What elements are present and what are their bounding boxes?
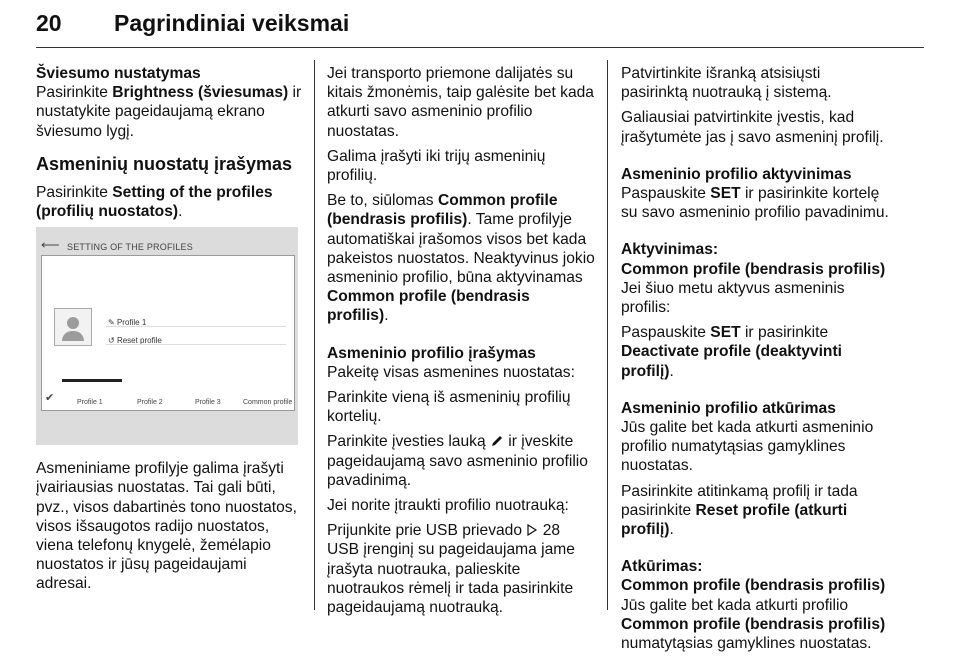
profile-name: ✎ Profile 1 xyxy=(108,318,147,328)
tab-profile-2: Profile 2 xyxy=(137,399,163,407)
paragraph: Be to, siūlomas Common profile (bendrasis profilis). Tame profilyje automatiškai įrašomos visos bet kada pakeistos nuostatos. Neaktyvinus jokio asmeninio profilio, būna aktyvinamas Common profile (bendrasis profilis). xyxy=(327,192,595,325)
paragraph: Pasirinkite atitinkamą profilį ir tada pasirinkite Reset profile (atkurti profilį). xyxy=(621,482,858,539)
tab-common-profile: Common profile xyxy=(243,399,293,407)
paragraph: Galima įrašyti iki trijų asmeninių profilių. xyxy=(327,147,546,185)
paragraph: Pasirinkite Brightness (šviesumas) ir nustatykite pageidaujamą ekrano šviesumo lygį. xyxy=(36,84,302,140)
section-heading: Atkūrimas: xyxy=(621,558,703,576)
page-reference-arrow-icon xyxy=(526,524,538,536)
paragraph: Jei norite įtraukti profilio nuotrauką: xyxy=(327,497,569,515)
paragraph: Jūs galite bet kada atkurti asmeninio profilio numatytąsias gamyklines nuostatas. xyxy=(621,419,874,475)
column-1 xyxy=(36,64,302,600)
active-tab-indicator xyxy=(62,379,122,382)
section-heading: Aktyvinimas: xyxy=(621,241,719,259)
back-arrow-icon: ⟵ xyxy=(41,237,60,253)
section-heading: Asmeninių nuostatų įrašymas xyxy=(36,153,293,174)
section-heading: Asmeninio profilio atkūrimas xyxy=(621,399,836,417)
paragraph: Pasirinkite Setting of the profiles (profilių nuostatos). xyxy=(36,183,273,221)
paragraph: Patvirtinkite išranką atsisiųsti pasirinktą nuotrauką į sistemą. xyxy=(621,65,832,102)
pencil-icon xyxy=(490,434,504,448)
column-divider xyxy=(314,60,315,610)
section-heading: Šviesumo nustatymas xyxy=(36,65,201,82)
section-heading: Common profile (bendrasis profilis) xyxy=(621,260,886,278)
paragraph: Paspauskite SET ir pasirinkite kortelę su savo asmeninio profilio pavadinimu. xyxy=(621,185,889,222)
paragraph: Jei transporto priemone dalijatės su kitais žmonėmis, taip galėsite bet kada atkurti savo asmeninio profilio nuostatas. xyxy=(327,65,594,140)
page-title: Pagrindiniai veiksmai xyxy=(114,10,350,36)
paragraph: Jei šiuo metu aktyvus asmeninis profilis: xyxy=(621,279,845,317)
paragraph: Parinkite įvesties lauką ir įveskite pageidaujamą savo asmeninio profilio pavadinimą. xyxy=(327,433,588,489)
paragraph: Parinkite vieną iš asmeninių profilių kortelių. xyxy=(327,389,571,426)
paragraph: Asmeniniame profilyje galima įrašyti įvairiausias nuostatas. Tai gali būti, pvz., visos dabartinės tono nuostatos, visos išsaugotos radijo nuostatos, viena telefonų knygelė, žemėlapio nuostatos ir jūsų pageidaujami adresai. xyxy=(36,460,297,593)
tab-profile-1: Profile 1 xyxy=(77,399,103,407)
header-rule xyxy=(36,47,924,48)
page-reference: 28 xyxy=(542,522,561,540)
page-header xyxy=(36,4,924,44)
check-icon: ✔ xyxy=(45,392,55,405)
paragraph: Prijunkite prie USB prievado 28 USB įrenginį su pageidaujama jame įrašyta nuotrauka, palieskite nuotraukos rėmelį ir tada pasirinkite pageidaujamą nuotrauką. xyxy=(327,522,575,617)
page-number: 20 xyxy=(36,10,62,36)
profile-tabs xyxy=(41,385,293,409)
paragraph: Jūs galite bet kada atkurti profilio Common profile (bendrasis profilis) numatytąsias gamyklines nuostatas. xyxy=(621,596,886,653)
reset-profile: ↺ Reset profile xyxy=(108,336,162,346)
avatar-icon xyxy=(54,308,92,346)
tab-profile-3: Profile 3 xyxy=(195,399,221,407)
paragraph: Pakeitę visas asmenines nuostatas: xyxy=(327,363,575,381)
column-3 xyxy=(621,64,891,659)
column-2 xyxy=(327,64,595,623)
paragraph: Paspauskite SET ir pasirinkite Deactivate profile (deaktyvinti profilį). xyxy=(621,324,842,380)
screenshot-header xyxy=(41,233,293,253)
screenshot-title: SETTING OF THE PROFILES xyxy=(67,242,193,253)
section-heading: Asmeninio profilio įrašymas xyxy=(327,344,536,362)
section-heading: Common profile (bendrasis profilis) xyxy=(621,577,886,595)
profiles-screenshot xyxy=(36,227,298,445)
paragraph: Galiausiai patvirtinkite įvestis, kad įrašytumėte jas į savo asmeninį profilį. xyxy=(621,109,884,146)
column-divider xyxy=(607,60,608,610)
section-heading: Asmeninio profilio aktyvinimas xyxy=(621,165,852,183)
